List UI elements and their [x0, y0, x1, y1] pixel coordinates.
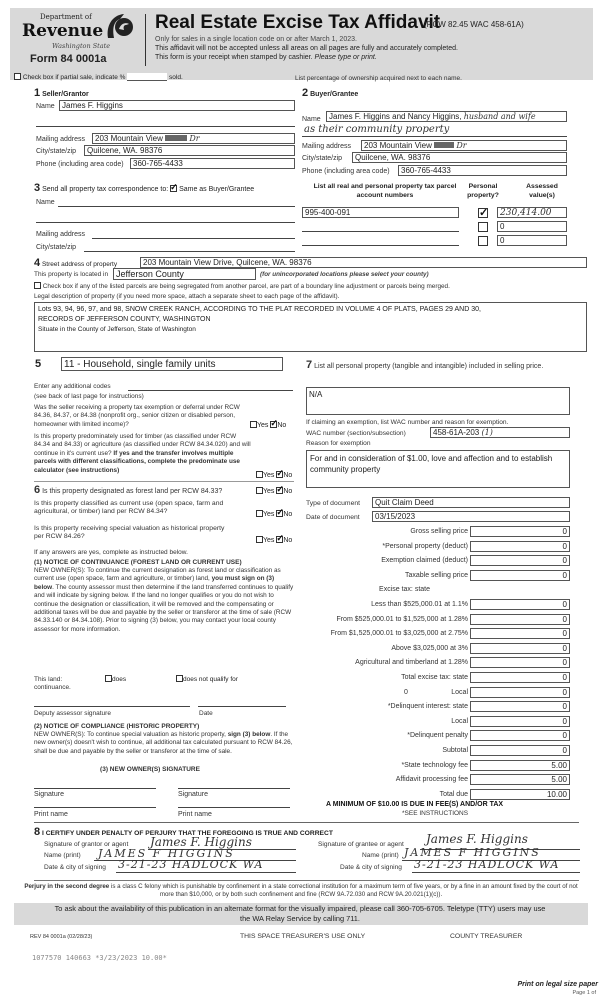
perjury-notice: [18, 883, 584, 899]
new-owner-signature-line-1[interactable]: [34, 788, 156, 789]
reason-label: Reason for exemption: [306, 440, 371, 447]
current-use-no-checkbox[interactable]: [276, 510, 283, 517]
county-treasurer-label: COUNTY TREASURER: [450, 933, 523, 940]
located-in-label: This property is located in: [34, 271, 109, 278]
seller-title: Seller/Grantor: [42, 91, 89, 98]
legal-line: Situate in the County of Jefferson, State of Washington: [38, 326, 196, 333]
legal-paper-note: Print on legal size paper: [517, 981, 598, 988]
buyer-mailing-value: 203 Mountain View: [364, 141, 432, 150]
section-1-number: 1: [34, 87, 41, 99]
see-instructions-note: *SEE INSTRUCTIONS: [402, 810, 469, 817]
reason-field[interactable]: For and in consideration of $1.00, love and affection and to establish community property: [306, 450, 570, 488]
tax-row-value[interactable]: 0: [470, 657, 570, 668]
buyer-mailing-handwritten: Dr: [456, 141, 467, 150]
no-label: No: [283, 511, 293, 518]
forest-no-checkbox[interactable]: [276, 487, 283, 494]
forest-question-text: Is this property designated as forest land per RCW 84.33?: [42, 488, 223, 495]
timber-question: [34, 433, 252, 475]
seller-name-field[interactable]: James F. Higgins: [59, 100, 295, 111]
header-line-3: [155, 54, 377, 61]
tax-row-label: Subtotal: [442, 747, 468, 754]
exemption-yes-checkbox[interactable]: [250, 421, 257, 428]
wac-field[interactable]: [430, 427, 570, 438]
alt-format-notice: To ask about the availability of this publication in an alternate format for the visually impaired, please call 360-705-6705. Teletype (TTY) users may use the WA Relay Service by calling 711.: [54, 904, 546, 923]
new-owner-signature-title: (3) NEW OWNER(S) SIGNATURE: [100, 766, 200, 773]
buyer-name-line2: [302, 136, 567, 137]
does-not-option: [176, 675, 238, 683]
no-label: No: [283, 537, 293, 544]
notice-continuance-text: [34, 567, 294, 634]
tax-row-value[interactable]: 0: [470, 716, 570, 727]
minimum-due-note: A MINIMUM OF $10.00 IS DUE IN FEE(S) AND/OR TAX: [326, 801, 504, 808]
corr-city-line[interactable]: [84, 251, 295, 252]
washington-state-text: Washington State: [52, 42, 111, 50]
forest-yes-checkbox[interactable]: [256, 487, 263, 494]
grantee-name-label: Name (print): [362, 852, 399, 859]
parcel-personal-checkbox[interactable]: [478, 208, 488, 218]
grantee-date-city[interactable]: 3-21-23 HADLOCK WA: [414, 858, 560, 871]
property-street-row: [34, 257, 117, 269]
property-street-field[interactable]: 203 Mountain View Drive, Quilcene, WA. 98376: [140, 257, 587, 268]
timber-question-text: Is this property predominately used for timber (as classified under RCW 84.34 and 84.33) or agriculture (as classified under RCW 84.34.020) and will continue in it's current use?: [34, 433, 251, 457]
parcel-assessed-field[interactable]: 0: [497, 235, 567, 246]
parcel-account-line[interactable]: [302, 231, 459, 232]
section-2-number: 2: [302, 87, 309, 99]
section-7-number: 7: [306, 359, 313, 371]
exemption-question: Was the seller receiving a property tax exemption or deferral under RCW 84.36, 84.37, or 84.38 (nonprofit org., senior citizen or disabled person, homeowner with limited income)?: [34, 404, 240, 428]
buyer-phone-field[interactable]: 360-765-4433: [398, 165, 567, 176]
forest-yes-no: [256, 487, 292, 495]
section-8-number: 8: [34, 826, 41, 838]
notice2-text-a: NEW OWNER(S): To continue special valuation as historic property,: [34, 731, 226, 738]
notice1-text-a: NEW OWNER(S): To continue the current designation as forest land or classification as current use (open space, farm and agriculture, or timber) land,: [34, 567, 281, 583]
rev-number: REV 84 0001a (02/28/23): [30, 934, 93, 940]
notice1-text-b: . The county assessor must then determine if the land transferred continues to qualify and will indicate by signing below. If the land no longer qualifies or you do not wish to continue the designation or classification, it will be removed and the compensating or additional taxes will be due and payable by the seller or transferor at the time of sale (RCW 84.33.140 or 84.34.108). Prior to signing (3) below, you may contact your local county assessor for more information.: [34, 583, 294, 633]
continuance-label: continuance.: [34, 684, 71, 691]
receipt-note: This form is your receipt when stamped by cashier.: [155, 54, 313, 61]
section-3-number: 3: [34, 182, 41, 194]
partial-sale-sold: sold.: [169, 74, 183, 81]
historic-yes-checkbox[interactable]: [256, 536, 263, 543]
yes-label: Yes: [263, 472, 275, 479]
partial-sale-row: [14, 73, 183, 81]
historic-yes-no: [256, 536, 292, 544]
buyer-title: Buyer/Grantee: [310, 91, 359, 98]
correspondence-section: [34, 182, 254, 194]
wac-handwritten: (1): [481, 428, 493, 437]
personal-property-field[interactable]: N/A: [306, 387, 570, 415]
tax-row-label: Above $3,025,000 at 3%: [391, 644, 468, 652]
section-4-number: 4: [34, 257, 41, 269]
historic-question: Is this property receiving special valuation as historical property per RCW 84.26?: [34, 525, 225, 541]
seller-phone-field[interactable]: 360-765-4433: [130, 158, 295, 169]
buyer-phone-label: Phone (including area code): [302, 168, 390, 175]
notice2-text-bold: sign (3) below: [227, 731, 271, 738]
grantee-date-label: Date & city of signing: [340, 864, 402, 871]
partial-sale-percent-field[interactable]: [127, 73, 167, 81]
notice-compliance-text: [34, 731, 296, 756]
seller-mailing-value: 203 Mountain View: [95, 134, 163, 143]
same-as-buyer-label: Same as Buyer/Grantee: [179, 186, 255, 193]
corr-mailing-line[interactable]: [92, 238, 295, 239]
doc-date-label: Date of document: [306, 514, 360, 521]
county-select[interactable]: Jefferson County: [113, 268, 256, 280]
parcel-account-line[interactable]: [302, 245, 459, 246]
timber-no-checkbox[interactable]: [276, 471, 283, 478]
tax-row-value[interactable]: 5.00: [470, 774, 570, 785]
same-as-buyer-checkbox[interactable]: [170, 185, 177, 192]
does-checkbox[interactable]: [105, 675, 112, 682]
grantee-signature-label: Signature of grantee or agent: [318, 841, 404, 848]
tax-row-value[interactable]: 5.00: [470, 760, 570, 771]
treasurer-use-label: THIS SPACE TREASURER'S USE ONLY: [240, 933, 366, 940]
tax-row-label: From $525,000.01 to $1,525,000 at 1.28%: [336, 615, 468, 623]
print-name-line-1[interactable]: [34, 807, 156, 808]
grantor-date-city[interactable]: 3-21-23 HADLOCK WA: [118, 858, 264, 871]
form-title-ref: (RCW 82.45 WAC 458-61A): [424, 20, 524, 29]
does-label: does: [112, 676, 127, 683]
personal-property-label: List all personal property (tangible and intangible) included in selling price.: [314, 363, 544, 370]
tax-row-label: Total due: [439, 790, 468, 798]
buyer-name-label: Name: [302, 116, 321, 123]
partial-sale-checkbox[interactable]: [14, 73, 21, 80]
see-back-note: (see back of last page for instructions): [34, 393, 144, 400]
tax-row-value[interactable]: 0: [470, 526, 570, 537]
county-note: (for unincorporated locations please select your county): [260, 271, 429, 278]
corr-mailing-label: Mailing address: [36, 231, 86, 238]
type-or-print-note: Please type or print.: [314, 54, 377, 61]
personal-property-row: [306, 361, 576, 371]
wac-label: WAC number (section/subsection): [306, 430, 406, 437]
tax-row-label: Affidavit processing fee: [395, 776, 468, 784]
buyer-city-label: City/state/zip: [302, 155, 343, 162]
seller-mailing-strike: [165, 135, 187, 141]
seller-city-label: City/state/zip: [36, 148, 77, 155]
exemption-note: If claiming an exemption, list WAC number and reason for exemption.: [306, 419, 509, 426]
does-not-label: does not qualify for: [183, 676, 238, 683]
legal-description-label: Legal description of property (if you need more space, attach a separate sheet to each page of the affidavit).: [34, 293, 340, 300]
section-8-top-line: [34, 822, 579, 823]
grantee-name[interactable]: JAMES F HIGGINS: [404, 846, 541, 859]
section-divider: [34, 481, 294, 482]
does-not-checkbox[interactable]: [176, 675, 183, 682]
form-title: Real Estate Excise Tax Affidavit: [155, 12, 441, 33]
corr-city-label: City/state/zip: [36, 244, 77, 251]
tax-row-label: Taxable selling price: [404, 571, 468, 579]
parcel-assessed-field[interactable]: 0: [497, 221, 567, 232]
notice2-text-b: . If the new owner(s) doesn't wish to continue, all additional tax calculated pursuant to RCW 84.26, shall be due and payable by the seller or transferor at the time of sale.: [34, 731, 293, 755]
yes-label: Yes: [263, 511, 275, 518]
grantor-date-line: [116, 872, 296, 873]
corr-name-label: Name: [36, 199, 55, 206]
legal-description-field[interactable]: [34, 302, 587, 352]
additional-codes-label: Enter any additional codes: [34, 383, 111, 390]
yes-label: Yes: [263, 488, 275, 495]
deputy-date-label: Date: [199, 710, 213, 717]
corr-name-line[interactable]: [58, 206, 295, 207]
tax-row-value[interactable]: 0: [470, 628, 570, 639]
street-label: Street address of property: [41, 261, 118, 268]
additional-codes-line[interactable]: [128, 390, 293, 391]
parcel-personal-checkbox[interactable]: [478, 236, 488, 246]
tax-row-label: Excise tax: state: [379, 586, 430, 594]
tax-row-label: *Delinquent penalty: [407, 732, 468, 740]
doc-date-field[interactable]: 03/15/2023: [372, 511, 570, 522]
exemption-no-checkbox[interactable]: [270, 421, 277, 428]
buyer-name-value: James F. Higgins and Nancy Higgins,: [329, 112, 462, 121]
perjury-bold: Perjury in the second degree: [24, 883, 110, 890]
no-label: No: [283, 472, 293, 479]
current-use-question: Is this property classified as current use (open space, farm and agricultural, or timber) land per RCW 84.34?: [34, 500, 224, 516]
doc-type-label: Type of document: [306, 500, 361, 507]
no-label: No: [283, 488, 293, 495]
tax-row-value[interactable]: 0: [470, 570, 570, 581]
correspondence-label: Send all property tax correspondence to:: [42, 186, 169, 193]
doc-type-field[interactable]: Quit Claim Deed: [372, 497, 570, 508]
parcel-account-header: List all real and personal property tax parcel account numbers: [313, 183, 457, 199]
notice-compliance-title: (2) NOTICE OF COMPLIANCE (HISTORIC PROPERTY): [34, 723, 200, 730]
notice1-text-bold: you must sign on (3) below: [34, 575, 275, 591]
this-land-label: This land:: [34, 676, 63, 683]
parcel-account-field[interactable]: 995-400-091: [302, 207, 459, 218]
page-number: Page 1 of: [572, 990, 596, 996]
seller-city-field[interactable]: Quilcene, WA. 98376: [84, 145, 295, 156]
form-number: Form 84 0001a: [30, 53, 107, 65]
seller-mailing-field[interactable]: [92, 133, 295, 144]
tax-row-value[interactable]: 0: [470, 672, 570, 683]
grantor-signature-label: Signature of grantor or agent: [44, 841, 129, 848]
seller-phone-label: Phone (including area code): [36, 161, 124, 168]
section-5-number: 5: [35, 358, 42, 370]
grantee-signature[interactable]: James F. Higgins: [426, 832, 528, 846]
no-label: No: [277, 422, 287, 429]
deputy-signature-label: Deputy assessor signature: [34, 710, 111, 717]
signature-label-1: Signature: [34, 791, 64, 798]
tax-row-value[interactable]: 0: [470, 555, 570, 566]
grantor-signature[interactable]: James F. Higgins: [150, 835, 252, 849]
deputy-signature-line[interactable]: [34, 706, 190, 707]
tax-row-label: Gross selling price: [410, 528, 468, 535]
tax-row-value[interactable]: 0: [470, 730, 570, 741]
current-use-yes-checkbox[interactable]: [256, 510, 263, 517]
tax-row-value[interactable]: 10.00: [470, 789, 570, 800]
dor-emblem-icon: [104, 12, 134, 40]
parcel-assessed-header: Assessed value(s): [526, 183, 558, 199]
legal-line: Lots 93, 94, 96, 97, and 98, SNOW CREEK RANCH, ACCORDING TO THE PLAT RECORDED IN VOLUME 4 OF PLATS, PAGES 29 AND 30,: [38, 306, 481, 313]
local-tax-rate-value: 0: [404, 688, 408, 696]
segregated-checkbox[interactable]: [34, 282, 41, 289]
notice-continuance-title: (1) NOTICE OF CONTINUANCE (FOREST LAND OR CURRENT USE): [34, 559, 242, 566]
tax-row-value[interactable]: 0: [470, 541, 570, 552]
grantee-date-line: [412, 872, 580, 873]
tax-row-label: *State technology fee: [401, 761, 468, 769]
wac-value: 458-61A-203: [433, 428, 480, 437]
section-6-number: 6: [34, 484, 41, 496]
yes-label: Yes: [263, 537, 275, 544]
forest-question: [34, 484, 222, 496]
section-8-bottom-line: [34, 880, 579, 881]
print-name-line-2[interactable]: [178, 807, 290, 808]
seller-name-line2: [36, 126, 295, 127]
tax-row-value[interactable]: 0: [470, 643, 570, 654]
header-line-1: Only for sales in a single location code on or after March 1, 2023.: [155, 36, 357, 43]
tax-row-label: *Delinquent interest: state: [387, 703, 468, 711]
tax-row-label: Less than $525,000.01 at 1.1%: [371, 601, 468, 608]
tax-row-value[interactable]: 0: [470, 614, 570, 625]
tax-row-label: Exemption claimed (deduct): [381, 557, 468, 565]
tax-row-label: From $1,525,000.01 to $3,025,000 at 2.75%: [330, 630, 468, 638]
buyer-name-handwritten: husband and wife: [463, 112, 536, 121]
grantor-name-label: Name (print): [44, 852, 81, 859]
timber-yes-no: [256, 471, 292, 479]
buyer-mailing-label: Mailing address: [302, 143, 352, 150]
buyer-mailing-strike: [434, 142, 454, 148]
ownership-note: List percentage of ownership acquired next to each name.: [295, 75, 462, 82]
tax-row-label: Agricultural and timberland at 1.28%: [355, 659, 468, 667]
segregated-row: [34, 282, 450, 290]
tax-row-value[interactable]: 0: [470, 701, 570, 712]
use-code-select[interactable]: 11 - Household, single family units: [61, 357, 283, 371]
seller-name-label: Name: [36, 103, 55, 110]
partial-sale-label: Check box if partial sale, indicate %: [22, 74, 126, 81]
dept-of-text: Department of: [40, 13, 92, 21]
buyer-name-handwritten-line2: as their community property: [304, 124, 450, 135]
seller-section: [34, 87, 89, 99]
new-owner-signature-line-2[interactable]: [178, 788, 290, 789]
perjury-text: is a class C felony which is punishable by confinement in a state correctional institution for a maximum term of five years, or by a fine in an amount fixed by the court of not more than $10,000, or by both such confinement and fine (RCW 9A.72.030 and RCW 9A.20.021(1)(c)).: [110, 883, 578, 898]
tax-row-value[interactable]: 0: [470, 599, 570, 610]
receipt-stamp: 1077570 140663 *3/23/2023 10.00*: [32, 954, 167, 962]
parcel-personal-checkbox[interactable]: [478, 222, 488, 232]
tax-row-label: *Personal property (deduct): [382, 542, 468, 550]
dor-logo: [18, 10, 138, 70]
legal-line: RECORDS OF JEFFERSON COUNTY, WASHINGTON: [38, 316, 211, 323]
tax-row-value[interactable]: 0: [470, 745, 570, 756]
historic-no-checkbox[interactable]: [276, 536, 283, 543]
grantor-name[interactable]: JAMES F HIGGINS: [98, 847, 235, 860]
buyer-mailing-field[interactable]: [361, 140, 567, 151]
does-option: [105, 675, 126, 683]
seller-mailing-handwritten: Dr: [189, 134, 200, 143]
segregated-label: Check box if any of the listed parcels are being segregated from another parcel, are part of a boundary line adjustment or parcels being merged.: [42, 283, 450, 290]
print-name-label-2: Print name: [178, 811, 212, 818]
tax-row-label: Local: [451, 688, 468, 696]
timber-yes-checkbox[interactable]: [256, 471, 263, 478]
yes-label: Yes: [257, 422, 269, 429]
tax-row-value[interactable]: 0: [470, 687, 570, 698]
seller-mailing-label: Mailing address: [36, 136, 86, 143]
revenue-text: Revenue: [22, 21, 104, 41]
corr-name-line2[interactable]: [36, 222, 295, 223]
parcel-personal-header: Personal property?: [467, 183, 499, 199]
tax-row-label: Total excise tax: state: [401, 674, 468, 681]
tax-row-label: Local: [451, 717, 468, 725]
if-yes-note: If any answers are yes, complete as instructed below.: [34, 549, 188, 556]
grantor-date-label: Date & city of signing: [44, 864, 106, 871]
header-divider: [145, 14, 146, 66]
timber-question-bold: If yes and the transfer involves multiple parcels with different classifications, complete the predominate use calculator (see instructions): [34, 449, 240, 474]
buyer-section: [302, 87, 358, 99]
buyer-city-field[interactable]: Quilcene, WA. 98376: [352, 152, 567, 163]
exemption-yes-no: [250, 421, 286, 429]
certify-text: I CERTIFY UNDER PENALTY OF PERJURY THAT THE FOREGOING IS TRUE AND CORRECT: [41, 830, 333, 837]
signature-label-2: Signature: [178, 791, 208, 798]
current-use-yes-no: [256, 510, 292, 518]
deputy-date-line[interactable]: [198, 706, 286, 707]
print-name-label-1: Print name: [34, 811, 68, 818]
parcel-assessed-field[interactable]: 230,414.00: [497, 207, 567, 218]
header-line-2: This affidavit will not be accepted unless all areas on all pages are fully and accurately completed.: [155, 45, 458, 52]
buyer-name-field[interactable]: [326, 111, 567, 122]
